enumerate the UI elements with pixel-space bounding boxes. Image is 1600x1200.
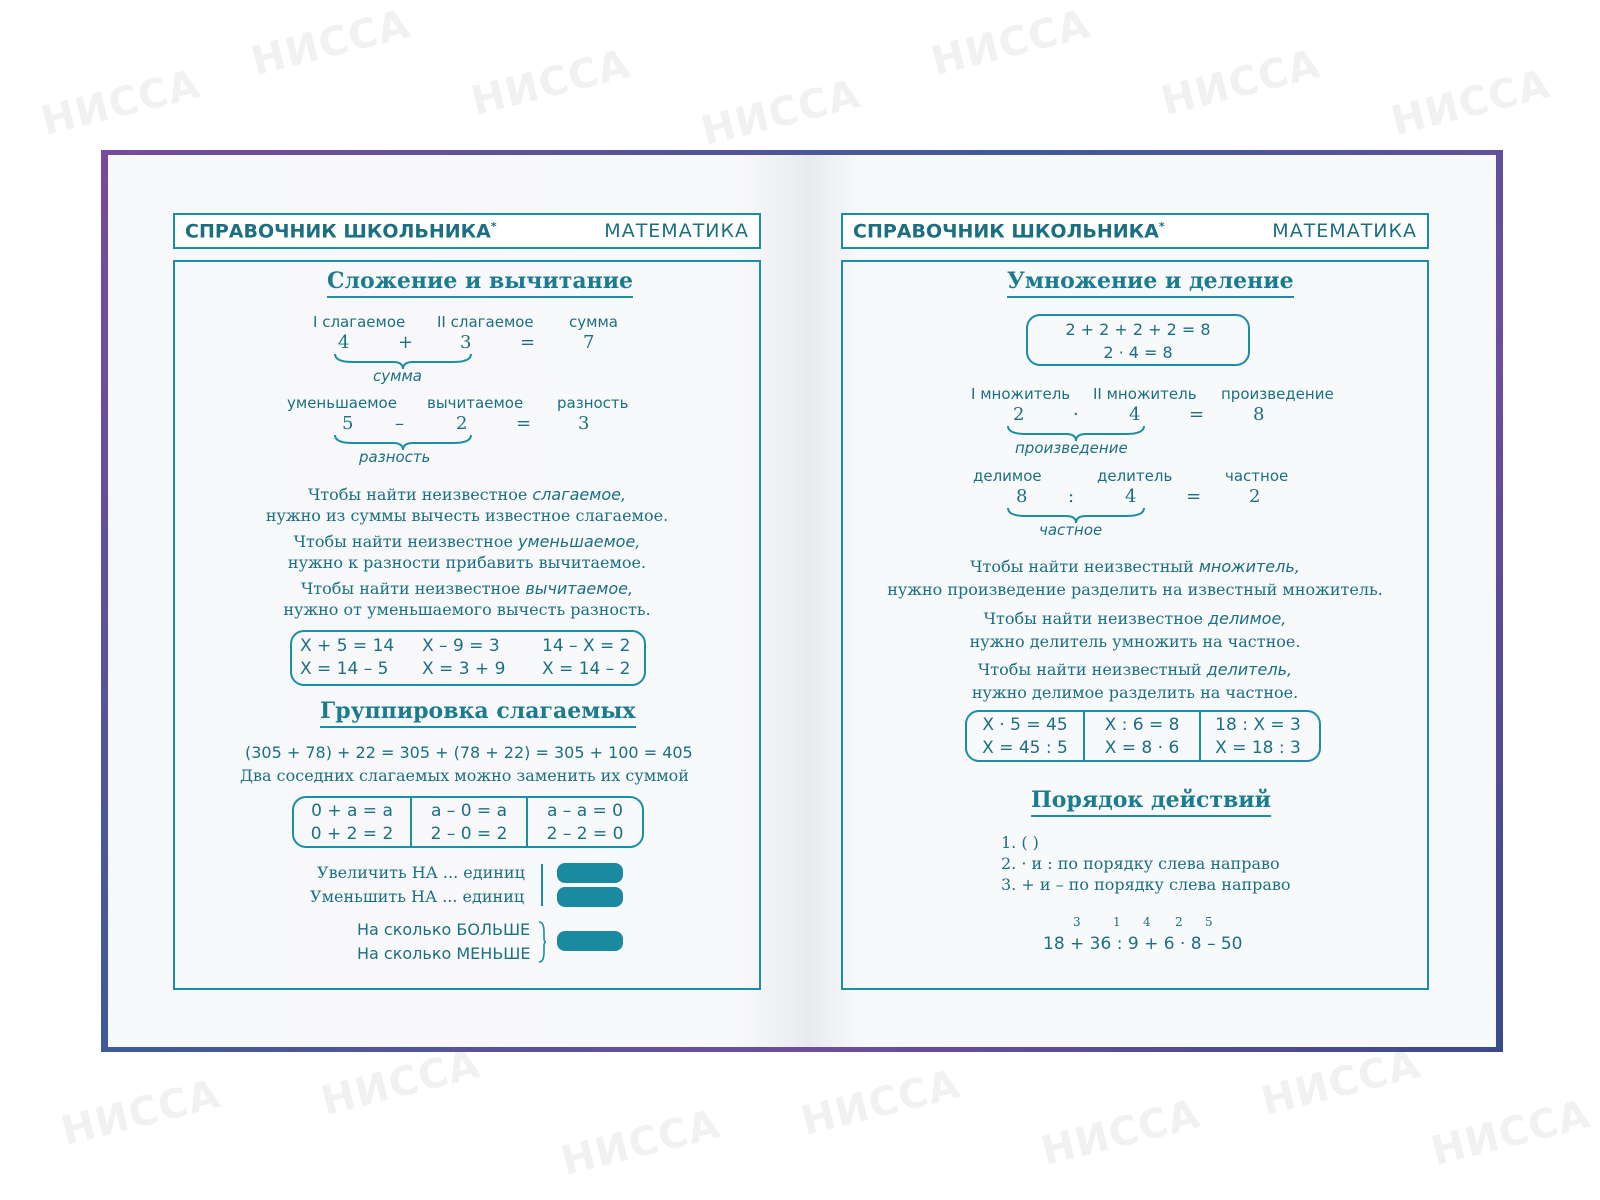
left-page (108, 155, 806, 1047)
order-item: 1. ( ) (1001, 833, 1039, 852)
examples-box (290, 630, 646, 686)
section-heading-addition: Сложение и вычитание (327, 268, 633, 298)
less-label: На сколько МЕНЬШЕ (357, 944, 531, 963)
grouping-formula: (305 + 78) + 22 = 305 + (78 + 22) = 305 + 100 = 405 (245, 743, 693, 762)
brace-label-difference: разность (359, 448, 431, 466)
curly-brace-icon (537, 920, 547, 964)
brace-label-sum: сумма (373, 367, 422, 385)
decrease-label: Уменьшить НА ... единиц (310, 887, 525, 906)
rule-block: Чтобы найти неизвестное уменьшаемое, нужно к разности прибавить вычитаемое. (287, 532, 647, 572)
operator: · (1073, 404, 1079, 425)
operator: = (520, 332, 536, 353)
increase-bar (557, 863, 623, 883)
rule-block: Чтобы найти неизвестное слагаемое, нужно из суммы вычесть известное слагаемое. (265, 485, 669, 525)
value: 2 (1249, 486, 1261, 507)
operator: = (1186, 486, 1202, 507)
order-step-number: 2 (1175, 915, 1183, 929)
order-item: 2. · и : по порядку слева направо (1001, 854, 1280, 873)
decrease-bar (557, 887, 623, 907)
header-subject: МАТЕМАТИКА (604, 220, 749, 242)
brace-label-product: произведение (1015, 439, 1128, 457)
value: 5 (342, 413, 354, 434)
watermark: НИССА (246, 1, 415, 85)
label-divisor: делитель (1097, 467, 1173, 485)
example: 14 – X = 2 X = 14 – 2 (542, 636, 631, 679)
order-step-number: 5 (1205, 915, 1213, 929)
property: a – a = 0 2 – 2 = 0 (546, 801, 624, 844)
label-addend-1: I слагаемое (313, 313, 406, 331)
more-label: На сколько БОЛЬШЕ (357, 920, 531, 939)
header-title: СПРАВОЧНИК ШКОЛЬНИКА* (185, 219, 497, 243)
watermark: НИССА (36, 61, 205, 145)
value: 8 (1253, 404, 1265, 425)
open-book (101, 150, 1503, 1052)
label-sum: сумма (569, 313, 618, 331)
example: X : 6 = 8 X = 8 · 6 (1104, 715, 1180, 758)
example: X + 5 = 14 X = 14 – 5 (300, 636, 395, 679)
label-factor-1: I множитель (971, 385, 1071, 403)
operator: + (398, 332, 414, 353)
page-header (173, 213, 761, 249)
content-frame (173, 260, 761, 990)
page-header (841, 213, 1429, 249)
examples-box (965, 710, 1321, 762)
value: 4 (1129, 404, 1141, 425)
section-heading-multiplication: Умножение и деление (1007, 268, 1294, 298)
grouping-rule: Два соседних слагаемых можно заменить их суммой (240, 766, 689, 785)
value: 8 (1016, 486, 1028, 507)
value: 7 (583, 332, 595, 353)
example: X · 5 = 45 X = 45 : 5 (982, 715, 1068, 758)
rule-block: Чтобы найти неизвестный множитель, нужно произведение разделить на известный множитель. (887, 557, 1383, 599)
rule-block: Чтобы найти неизвестный делитель, нужно делимое разделить на частное. (971, 660, 1299, 702)
right-page (806, 155, 1496, 1047)
watermark: НИССА (466, 41, 635, 125)
label-difference: разность (557, 394, 629, 412)
bracket-line (541, 864, 543, 906)
watermark: НИССА (1156, 41, 1325, 125)
rule-block: Чтобы найти неизвестное вычитаемое, нужно от уменьшаемого вычесть разность. (283, 579, 651, 619)
repeated-addition-box (1026, 314, 1250, 366)
order-list (1001, 832, 1291, 895)
watermark: НИССА (926, 1, 1095, 85)
label-subtrahend: вычитаемое (427, 394, 524, 412)
watermark: НИССА (316, 1041, 485, 1125)
label-minuend: уменьшаемое (287, 394, 397, 412)
label-addend-2: II слагаемое (437, 313, 534, 331)
watermark: НИССА (696, 71, 865, 155)
section-heading-grouping: Группировка слагаемых (320, 698, 636, 728)
operator: : (1068, 486, 1075, 507)
label-product: произведение (1221, 385, 1334, 403)
operator: – (395, 413, 404, 434)
operator: = (516, 413, 532, 434)
value: 3 (460, 332, 472, 353)
section-heading-order: Порядок действий (1031, 787, 1271, 817)
watermark: НИССА (1386, 61, 1555, 145)
watermark: НИССА (56, 1071, 225, 1155)
rule-block: Чтобы найти неизвестное делимое, нужно делитель умножить на частное. (969, 609, 1301, 651)
header-title: СПРАВОЧНИК ШКОЛЬНИКА* (853, 219, 1165, 243)
increase-label: Увеличить НА ... единиц (317, 863, 525, 882)
order-step-number: 4 (1143, 915, 1151, 929)
watermark: НИССА (1426, 1091, 1595, 1175)
value: 2 (1013, 404, 1025, 425)
order-step-number: 1 (1113, 915, 1121, 929)
value: 3 (578, 413, 590, 434)
property: 0 + a = a 0 + 2 = 2 (310, 801, 394, 844)
order-expression: 18 + 36 : 9 + 6 · 8 – 50 (1043, 934, 1243, 954)
order-step-number: 3 (1073, 915, 1081, 929)
brace-label-quotient: частное (1039, 521, 1103, 539)
difference-bar (557, 931, 623, 951)
value: 2 (456, 413, 468, 434)
value: 4 (1125, 486, 1137, 507)
example: X – 9 = 3 X = 3 + 9 (422, 636, 506, 679)
example: 18 : X = 3 X = 18 : 3 (1215, 715, 1301, 758)
label-factor-2: II множитель (1093, 385, 1197, 403)
value: 4 (338, 332, 350, 353)
watermark: НИССА (1036, 1091, 1205, 1175)
label-quotient: частное (1225, 467, 1289, 485)
order-item: 3. + и – по порядку слева направо (1001, 875, 1291, 894)
property: a – 0 = a 2 – 0 = 2 (430, 801, 508, 844)
content-frame (841, 260, 1429, 990)
header-subject: МАТЕМАТИКА (1272, 220, 1417, 242)
watermark: НИССА (796, 1061, 965, 1145)
label-dividend: делимое (973, 467, 1042, 485)
equation: 2 + 2 + 2 + 2 = 8 2 · 4 = 8 (1065, 320, 1211, 362)
operator: = (1189, 404, 1205, 425)
watermark: НИССА (556, 1101, 725, 1185)
watermark: НИССА (1256, 1041, 1425, 1125)
zero-properties-box (292, 796, 644, 848)
